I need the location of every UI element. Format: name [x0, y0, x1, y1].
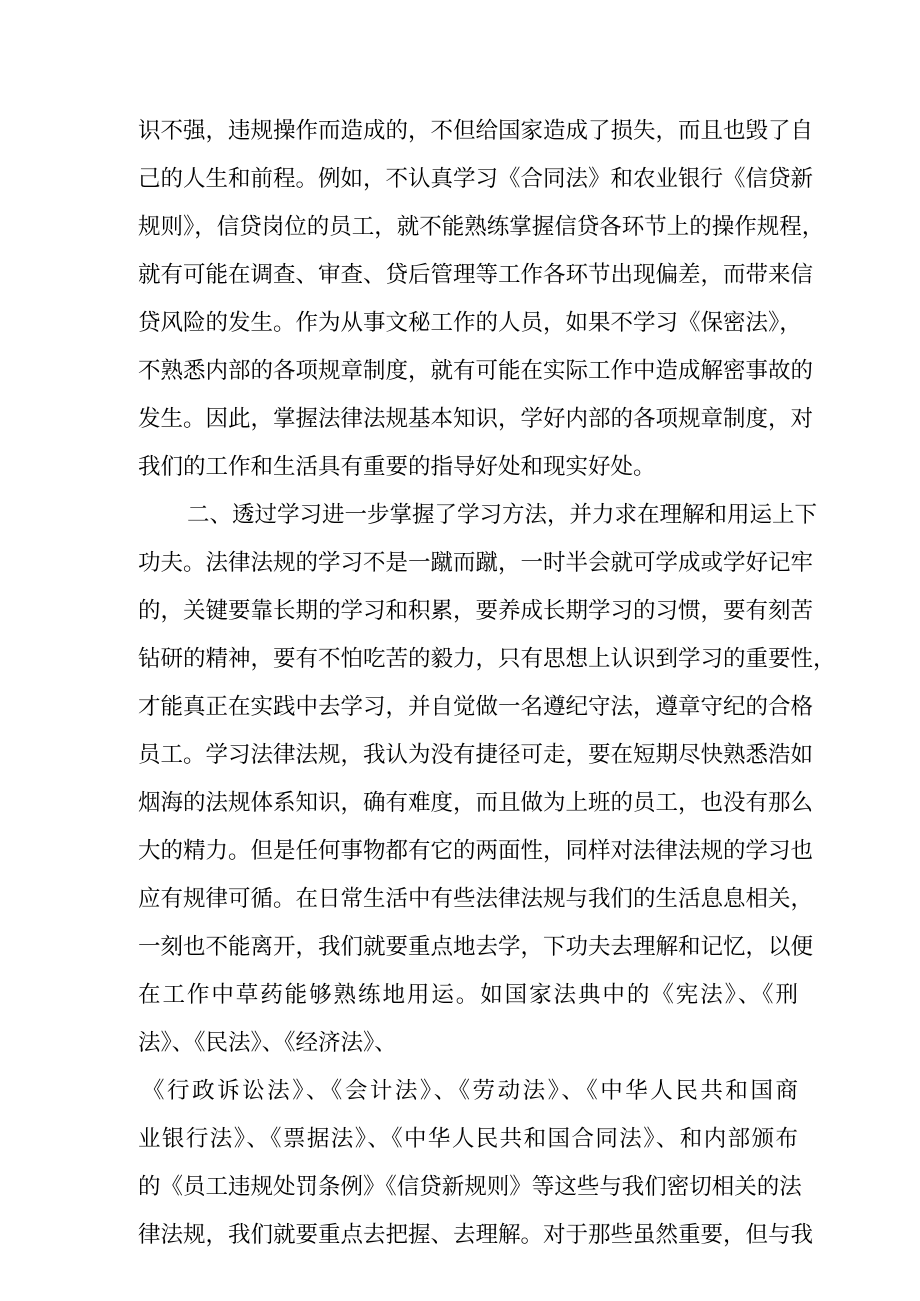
text-line: 大的精力。但是任何事物都有它的两面性，同样对法律法规的学习也: [138, 838, 814, 864]
text-line: 应有规律可循。在日常生活中有些法律法规与我们的生活息息相关，: [138, 886, 814, 912]
text-line: 法》、《民法》、《经济法》、: [138, 1030, 397, 1056]
text-line: 贷风险的发生。作为从事文秘工作的人员，如果不学习《保密法》，: [138, 310, 802, 336]
text-line: 业银行法》、《票据法》、《中华人民共和国合同法》、和内部颁布: [138, 1126, 798, 1152]
text-line: 功夫。法律法规的学习不是一蹴而蹴，一时半会就可学成或学好记牢: [138, 550, 814, 576]
text-line: 就有可能在调查、审查、贷后管理等工作各环节出现偏差，而带来信: [138, 262, 814, 288]
paragraph-first-line: 二、透过学习进一步掌握了学习方法，并力求在理解和用运上下: [187, 502, 818, 528]
text-line: 发生。因此，掌握法律法规基本知识，学好内部的各项规章制度，对: [138, 406, 814, 432]
text-line: 烟海的法规体系知识，确有难度，而且做为上班的员工，也没有那么: [138, 790, 814, 816]
text-line: 的，关键要靠长期的学习和积累，要养成长期学习的习惯，要有刻苦: [138, 598, 814, 624]
text-line: 不熟悉内部的各项规章制度，就有可能在实际工作中造成解密事故的: [138, 358, 814, 384]
text-line: 员工。学习法律法规，我认为没有捷径可走，要在短期尽快熟悉浩如: [138, 742, 814, 768]
text-line: 己的人生和前程。例如，不认真学习《合同法》和农业银行《信贷新: [138, 166, 814, 192]
text-line: 一刻也不能离开，我们就要重点地去学，下功夫去理解和记忆，以便: [138, 934, 814, 960]
text-line: 我们的工作和生活具有重要的指导好处和现实好处。: [138, 454, 656, 480]
text-line: 《行政诉讼法》、《会计法》、《劳动法》、《中华人民共和国商: [142, 1078, 798, 1104]
text-line: 律法规，我们就要重点去把握、去理解。对于那些虽然重要，但与我: [138, 1222, 814, 1248]
text-line: 的《员工违规处罚条例》《信贷新规则》等这些与我们密切相关的法: [138, 1174, 802, 1200]
text-line: 钻研的精神，要有不怕吃苦的毅力，只有思想上认识到学习的重要性，: [138, 646, 836, 672]
text-line: 规则》，信贷岗位的员工，就不能熟练掌握信贷各环节上的操作规程，: [138, 214, 825, 240]
text-line: 在工作中草药能够熟练地用运。如国家法典中的《宪法》、《刑: [138, 982, 798, 1008]
text-line: 才能真正在实践中去学习，并自觉做一名遵纪守法，遵章守纪的合格: [138, 694, 814, 720]
text-line: 识不强，违规操作而造成的，不但给国家造成了损失，而且也毁了自: [138, 118, 814, 144]
